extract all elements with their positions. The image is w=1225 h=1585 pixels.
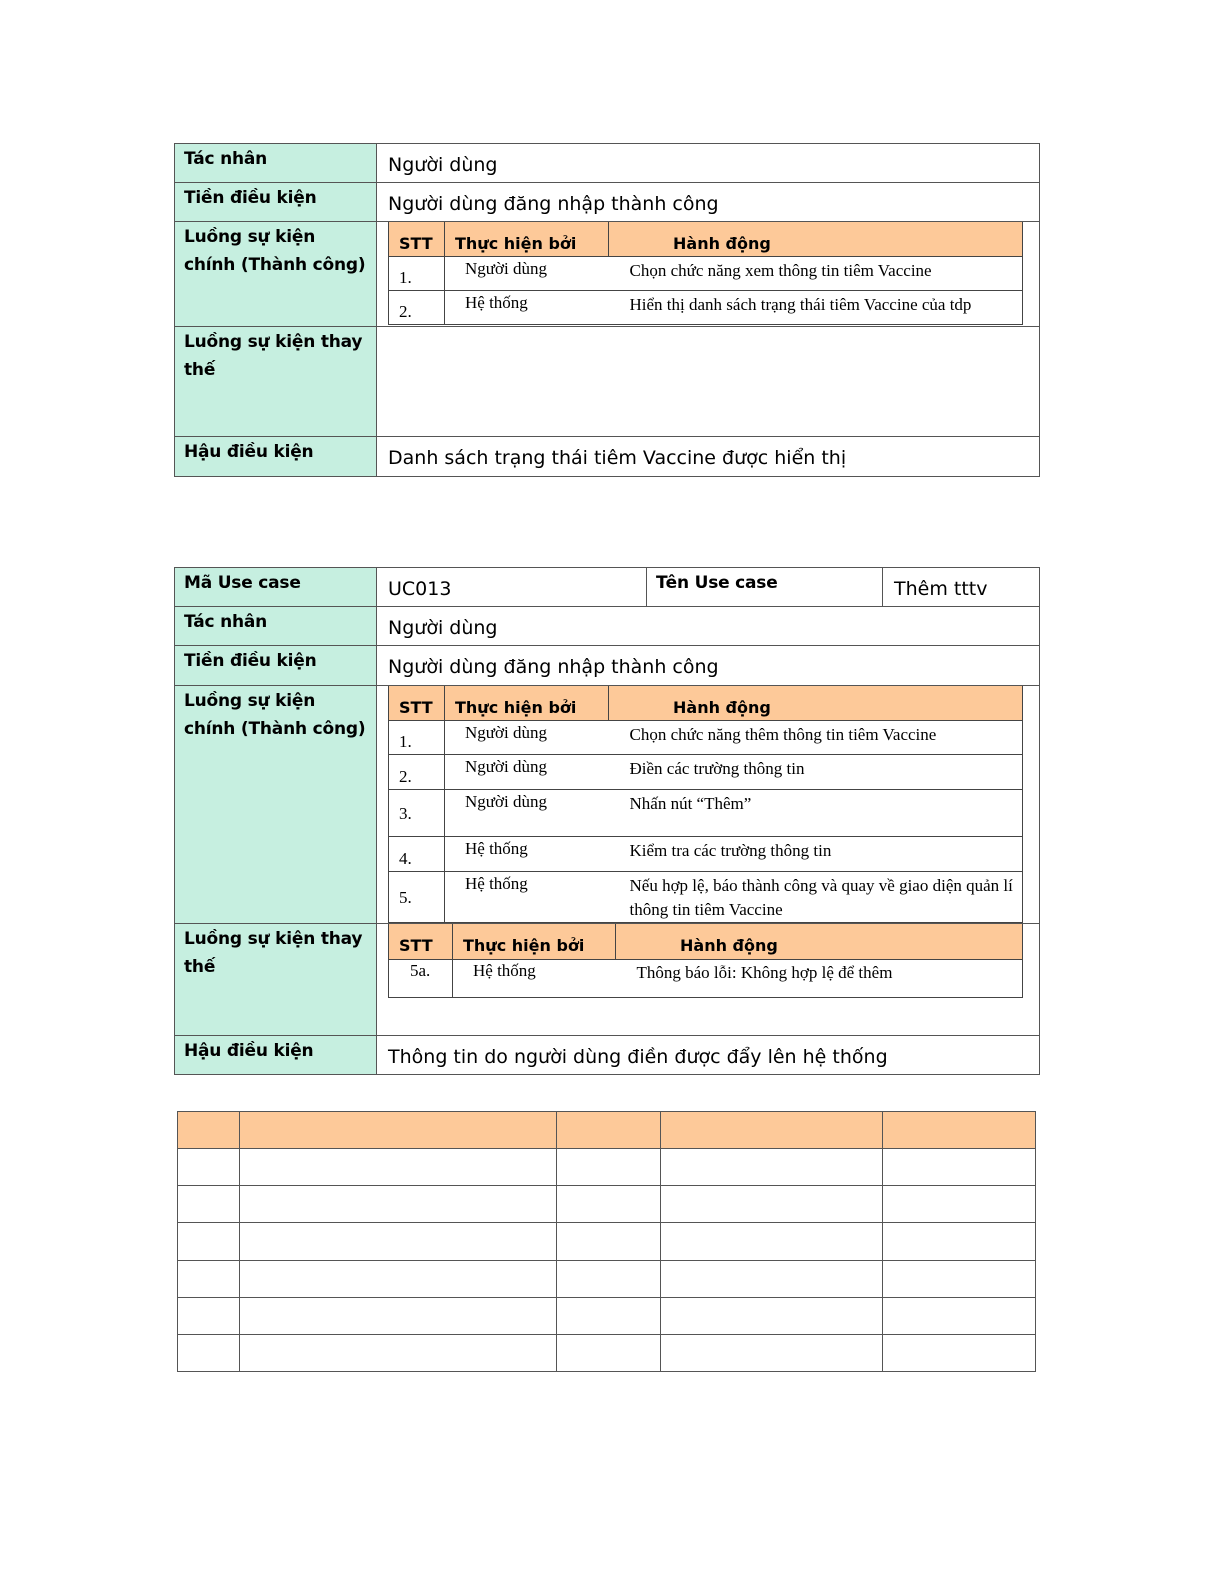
empty-table-row (178, 1261, 1036, 1298)
main-flow-label: Luồng sự kiện chính (Thành công) (175, 686, 377, 924)
step-performer: Người dùng (445, 754, 609, 789)
actor-label: Tác nhân (175, 607, 377, 646)
header-performer: Thực hiện bởi (445, 686, 609, 720)
step-action: Chọn chức năng xem thông tin tiêm Vaccine (609, 256, 1023, 290)
step-number: 3. (389, 789, 445, 836)
flow-row (389, 720, 1023, 754)
empty-table-row (178, 1298, 1036, 1335)
alt-flow-table (388, 924, 1023, 999)
empty-table-row (178, 1223, 1036, 1261)
empty-table (177, 1111, 1036, 1372)
alt-flow-value (377, 327, 1040, 437)
step-number: 1. (389, 720, 445, 754)
step-action: Kiểm tra các trường thông tin (609, 836, 1023, 871)
step-action: Điền các trường thông tin (609, 754, 1023, 789)
step-performer: Người dùng (445, 789, 609, 836)
usecase-code-value: UC013 (377, 568, 647, 607)
alt-flow-cell (377, 923, 1040, 1035)
flow-row (389, 789, 1023, 836)
step-action: Hiển thị danh sách trạng thái tiêm Vaccine của tdp (609, 290, 1023, 324)
step-performer: Người dùng (445, 256, 609, 290)
precondition-value: Người dùng đăng nhập thành công (377, 183, 1040, 222)
alt-header-performer: Thực hiện bởi (453, 924, 616, 960)
step-number: 2. (389, 754, 445, 789)
step-performer: Hệ thống (445, 836, 609, 871)
empty-table-row (178, 1186, 1036, 1223)
main-flow-label: Luồng sự kiện chính (Thành công) (175, 222, 377, 327)
flow-row (389, 836, 1023, 871)
step-performer: Người dùng (445, 720, 609, 754)
step-number: 4. (389, 836, 445, 871)
step-number: 2. (389, 290, 445, 324)
step-action: Chọn chức năng thêm thông tin tiêm Vaccine (609, 720, 1023, 754)
flow-row (389, 290, 1023, 324)
header-stt: STT (389, 686, 445, 720)
flow-row (389, 754, 1023, 789)
usecase-code-label: Mã Use case (175, 568, 377, 607)
step-performer: Hệ thống (445, 871, 609, 922)
header-action: Hành động (609, 222, 1023, 256)
alt-header-action: Hành động (616, 924, 1023, 960)
step-performer: Hệ thống (445, 290, 609, 324)
postcondition-label: Hậu điều kiện (175, 1035, 377, 1074)
alt-header-stt: STT (389, 924, 453, 960)
empty-table-header-row (178, 1112, 1036, 1149)
header-performer: Thực hiện bởi (445, 222, 609, 256)
postcondition-value: Danh sách trạng thái tiêm Vaccine được hiển thị (377, 437, 1040, 477)
header-stt: STT (389, 222, 445, 256)
alt-step-action: Thông báo lỗi: Không hợp lệ để thêm (616, 960, 1023, 998)
precondition-label: Tiền điều kiện (175, 646, 377, 686)
header-action: Hành động (609, 686, 1023, 720)
usecase-table-1 (174, 143, 1040, 477)
actor-label: Tác nhân (175, 144, 377, 183)
alt-step-number: 5a. (389, 960, 453, 998)
precondition-value: Người dùng đăng nhập thành công (377, 646, 1040, 686)
usecase-table-2 (174, 567, 1040, 1075)
main-flow-cell (377, 686, 1040, 924)
flow-row (389, 256, 1023, 290)
step-action: Nhấn nút “Thêm” (609, 789, 1023, 836)
alt-flow-row (389, 960, 1023, 998)
actor-value: Người dùng (377, 144, 1040, 183)
main-flow-table (388, 222, 1023, 325)
alt-flow-label: Luồng sự kiện thay thế (175, 327, 377, 437)
empty-table-row (178, 1335, 1036, 1372)
usecase-name-label: Tên Use case (647, 568, 883, 607)
usecase-name-value: Thêm tttv (883, 568, 1040, 607)
step-number: 1. (389, 256, 445, 290)
step-action: Nếu hợp lệ, báo thành công và quay về giao diện quản lí thông tin tiêm Vaccine (609, 871, 1023, 922)
empty-table-row (178, 1149, 1036, 1186)
postcondition-value: Thông tin do người dùng điền được đẩy lên hệ thống (377, 1035, 1040, 1074)
flow-row (389, 871, 1023, 922)
main-flow-cell (377, 222, 1040, 327)
main-flow-table (388, 686, 1023, 923)
actor-value: Người dùng (377, 607, 1040, 646)
precondition-label: Tiền điều kiện (175, 183, 377, 222)
alt-step-performer: Hệ thống (453, 960, 616, 998)
step-number: 5. (389, 871, 445, 922)
alt-flow-label: Luồng sự kiện thay thế (175, 923, 377, 1035)
postcondition-label: Hậu điều kiện (175, 437, 377, 477)
